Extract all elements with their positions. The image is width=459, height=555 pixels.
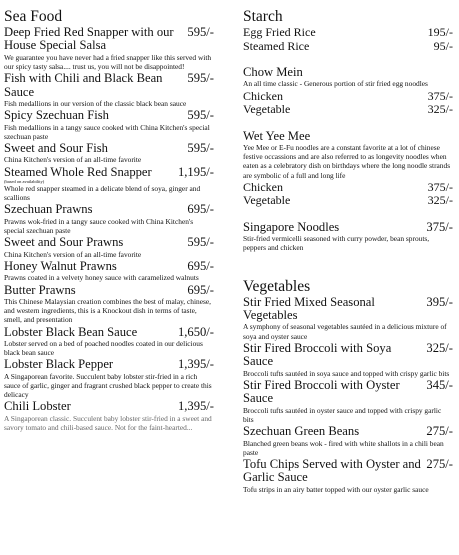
item-description: Fish medallions in a tangy sauce cooked with China Kitchen's special szechuan paste xyxy=(4,122,210,141)
item-price: 1,195/- xyxy=(177,164,214,179)
item-description: A Singaporean classic. Succulent baby lobster stir-fried in a sweet and savory tomato and chili-based sauce. Not for the faint-hearted... xyxy=(4,413,212,432)
option-price: 375/- xyxy=(427,88,453,103)
item-price: 345/- xyxy=(426,377,453,392)
item-price: 195/- xyxy=(427,25,453,39)
menu-item-egg-fried-rice xyxy=(243,26,453,40)
item-name: Steamed Whole Red Snapper xyxy=(4,164,152,179)
item-name: Stir Fried Mixed Seasonal Vegetables xyxy=(243,294,375,323)
item-price: 1,395/- xyxy=(177,399,214,414)
item-description: Prawns wok-fried in a tangy sauce cooked with China Kitchen's special szechuan paste xyxy=(4,216,194,236)
menu-item-lobster-black-bean xyxy=(4,326,214,358)
item-name: Deep Fried Red Snapper with our House Special Salsa xyxy=(4,25,174,53)
chow-mein-title: Chow Mein xyxy=(243,65,303,79)
menu-item-sweet-sour-fish xyxy=(4,142,214,165)
menu-item-honey-walnut-prawns xyxy=(4,260,214,283)
option-name: Chicken xyxy=(243,179,283,194)
seafood-column xyxy=(4,8,214,433)
item-price: 695/- xyxy=(187,282,214,297)
menu-item-sweet-sour-prawns xyxy=(4,236,214,259)
item-description: Broccoli tufts sautéed in oyster sauce and topped with crispy garlic bits xyxy=(243,405,442,424)
item-description: We guarantee you have never had a fried snapper like this served with our spicy tasty salsa.... trust us, you will not be disappointed! xyxy=(4,52,212,72)
starch-title: Starch xyxy=(243,8,283,25)
item-name: Tofu Chips Served with Oyster and Garlic Sauce xyxy=(243,456,421,485)
item-description: Lobster served on a bed of poached noodles coated in our delicious black bean sauce xyxy=(4,338,203,358)
menu-item-deep-fried-red-snapper xyxy=(4,26,214,71)
item-price: 595/- xyxy=(187,71,214,86)
option-price: 325/- xyxy=(427,193,453,208)
item-description: Tofu strips in an airy batter topped with our oyster garlic sauce xyxy=(243,484,429,494)
item-description: Fish medallions in our version of the classic black bean sauce xyxy=(4,99,187,109)
menu-item-broccoli-oyster xyxy=(243,379,453,424)
item-price: 275/- xyxy=(426,424,453,439)
option-price: 375/- xyxy=(427,179,453,194)
item-price: 695/- xyxy=(187,258,214,273)
wet-yee-mee-option-chicken xyxy=(243,181,453,195)
item-price: 595/- xyxy=(187,141,214,156)
item-name: Steamed Rice xyxy=(243,38,310,53)
option-name: Vegetable xyxy=(243,102,291,117)
item-description: Whole red snapper steamed in a delicate blend of soya, ginger and scallions xyxy=(4,184,201,203)
menu-item-butter-prawns xyxy=(4,284,214,325)
menu-item-broccoli-soya xyxy=(243,342,453,378)
wet-yee-mee-title: Wet Yee Mee xyxy=(243,128,311,143)
menu-item-fish-chili-black-bean xyxy=(4,72,214,108)
item-name: Spicy Szechuan Fish xyxy=(4,108,109,123)
item-price: 595/- xyxy=(187,108,214,123)
vegetables-title: Vegetables xyxy=(243,277,311,295)
menu-item-lobster-black-pepper xyxy=(4,358,214,399)
menu-item-steamed-whole-red-snapper xyxy=(4,166,214,203)
item-name: Fish with Chili and Black Bean Sauce xyxy=(4,71,163,99)
option-name: Chicken xyxy=(243,88,283,103)
item-description: A symphony of seasonal vegetables sautéed in a delicious mixture of soya and oyster sauce xyxy=(243,322,447,341)
item-description: Broccoli tufts sautéed in soya sauce and topped with crispy garlic bits xyxy=(243,368,450,378)
item-price: 595/- xyxy=(187,235,214,250)
item-price: 1,395/- xyxy=(177,357,214,372)
item-name: Lobster Black Pepper xyxy=(4,357,114,372)
option-price: 325/- xyxy=(427,102,453,117)
item-description: Blanched green beans wok - fired with white shallots in a chili bean paste xyxy=(243,438,444,457)
item-name: Szechuan Prawns xyxy=(4,202,93,217)
item-description: A Singaporean favorite. Succulent baby lobster stir-fried in a rich sauce of garlic, ginger and fragrant crushed black pepper to create this delicacy xyxy=(4,371,212,400)
item-description: China Kitchen's version of an all-time favorite xyxy=(4,249,142,259)
item-name: Chili Lobster xyxy=(4,399,71,414)
item-description: China Kitchen's version of an all-time favorite xyxy=(4,155,142,165)
item-name: Egg Fried Rice xyxy=(243,25,316,39)
item-name: Szechuan Green Beans xyxy=(243,424,360,439)
menu-item-szechuan-prawns xyxy=(4,203,214,235)
seafood-title: Sea Food xyxy=(4,8,63,25)
option-name: Vegetable xyxy=(243,193,291,208)
chow-mein-option-chicken xyxy=(243,90,453,104)
menu-item-spicy-szechuan-fish xyxy=(4,109,214,141)
item-price: 375/- xyxy=(426,219,453,234)
item-name: Sweet and Sour Fish xyxy=(4,141,108,156)
item-name: Stir Fired Broccoli with Oyster Sauce xyxy=(243,377,400,406)
item-description: This Chinese Malaysian creation combines the best of malay, chinese, and western ingredients, this is a Knockout dish in terms of taste, smell, and presentation xyxy=(4,296,212,325)
item-name: Lobster Black Bean Sauce xyxy=(4,324,138,339)
menu-item-singapore-noodles xyxy=(243,221,453,253)
item-name: Singapore Noodles xyxy=(243,219,340,234)
item-price: 325/- xyxy=(426,340,453,355)
item-price: 595/- xyxy=(187,25,214,39)
chow-mein-description: An all time classic - Generous portion of stir fried egg noodles xyxy=(243,79,428,89)
menu-item-tofu-chips xyxy=(243,458,453,494)
item-name: Stir Fired Broccoli with Soya Sauce xyxy=(243,340,392,369)
menu-item-szechuan-green-beans xyxy=(243,425,453,457)
item-price: 395/- xyxy=(426,294,453,309)
item-description: Prawns coated in a velvety honey sauce with caramelized walnuts xyxy=(4,273,199,283)
item-price: 1,650/- xyxy=(177,324,214,339)
item-price: 275/- xyxy=(426,456,453,471)
right-column xyxy=(243,8,453,495)
item-price: 695/- xyxy=(187,202,214,217)
chow-mein-option-vegetable xyxy=(243,103,453,117)
wet-yee-mee-description: Yee Mee or E-Fu noodles are a constant favorite at a lot of chinese festive occassions and are also referred to as longevity noodles when eaten as a celebratory dish on birthdays where the long noodle strands are symbolic of a full and long life xyxy=(243,143,451,180)
menu-item-steamed-rice xyxy=(243,40,453,54)
item-price: 95/- xyxy=(433,38,453,53)
item-name: Honey Walnut Prawns xyxy=(4,258,117,273)
item-availability-note: (based on availability) xyxy=(4,179,45,185)
item-description: Stir-fried vermicelli seasoned with curry powder, bean sprouts, peppers and chicken xyxy=(243,234,430,253)
menu-item-chili-lobster xyxy=(4,400,214,432)
menu-item-mixed-seasonal-vegetables xyxy=(243,296,453,341)
item-name: Butter Prawns xyxy=(4,282,76,297)
wet-yee-mee-option-vegetable xyxy=(243,194,453,208)
item-name: Sweet and Sour Prawns xyxy=(4,235,124,250)
